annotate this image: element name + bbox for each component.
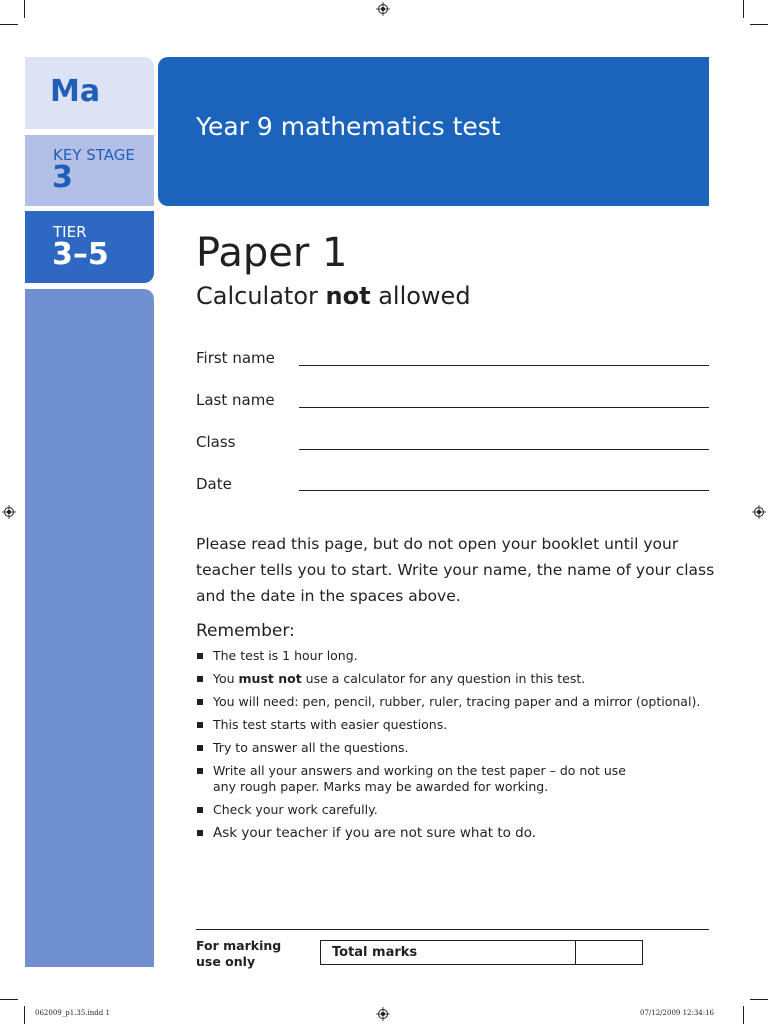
key-stage-label: KEY STAGE	[53, 146, 135, 164]
crop-mark-bottom-right-vertical	[743, 1006, 744, 1024]
last-name-field[interactable]	[299, 407, 709, 408]
remember-heading: Remember:	[196, 621, 295, 641]
date-field[interactable]	[299, 490, 709, 491]
rule-item: Check your work carefully.	[196, 802, 716, 818]
rule-item: Try to answer all the questions.	[196, 740, 716, 756]
footer-divider	[196, 929, 709, 930]
rule-item: This test starts with easier questions.	[196, 717, 716, 733]
total-marks-label: Total marks	[332, 945, 418, 960]
calculator-notice-pre: Calculator	[196, 282, 326, 310]
calculator-notice-emphasis: not	[325, 282, 371, 310]
rule-item: You will need: pen, pencil, rubber, ruler, tracing paper and a mirror (optional).	[196, 694, 716, 710]
crop-mark-bottom-right-horizontal	[750, 999, 768, 1000]
class-label: Class	[196, 433, 236, 451]
subject-code: Ma	[50, 74, 101, 109]
first-name-label: First name	[196, 349, 275, 367]
first-name-field[interactable]	[299, 365, 709, 366]
last-name-label: Last name	[196, 391, 275, 409]
instructions-paragraph: Please read this page, but do not open your booklet until your teacher tells you to start. Write your name, the name of your class and the date in the spaces above.	[196, 535, 715, 605]
print-slug-timestamp: 07/12/2009 12:34:16	[640, 1009, 715, 1017]
calculator-notice	[196, 282, 471, 310]
crop-mark-bottom-left-vertical	[24, 1006, 25, 1024]
rule-item: You must not use a calculator for any question in this test.	[196, 671, 716, 687]
crop-mark-bottom-left-horizontal	[0, 999, 18, 1000]
print-slug-file: 062009_p1.35.indd 1	[35, 1009, 110, 1017]
rule-item: Write all your answers and working on the test paper – do not use any rough paper. Marks may be awarded for working.	[196, 763, 716, 795]
crop-mark-top-left-vertical	[24, 0, 25, 18]
crop-mark-top-left-horizontal	[0, 24, 18, 25]
marking-label: For marking use only	[196, 938, 282, 969]
paper-title: Paper 1	[196, 230, 348, 276]
total-marks-divider	[575, 940, 576, 965]
date-label: Date	[196, 475, 232, 493]
tier-label: TIER	[53, 223, 87, 241]
rule-item: The test is 1 hour long.	[196, 648, 716, 664]
key-stage-value: 3	[52, 160, 73, 195]
registration-mark-icon	[376, 1007, 390, 1021]
test-title: Year 9 mathematics test	[196, 112, 501, 141]
registration-mark-icon	[2, 505, 16, 519]
crop-mark-top-right-vertical	[743, 0, 744, 18]
rules-list	[196, 648, 716, 841]
calculator-notice-post: allowed	[370, 282, 471, 310]
crop-mark-top-right-horizontal	[750, 24, 768, 25]
sidebar-fill-block	[25, 289, 154, 967]
class-field[interactable]	[299, 449, 709, 450]
registration-mark-icon	[376, 2, 390, 16]
tier-value: 3–5	[52, 237, 109, 272]
registration-mark-icon	[752, 505, 766, 519]
rule-item: Ask your teacher if you are not sure what to do.	[196, 825, 716, 841]
